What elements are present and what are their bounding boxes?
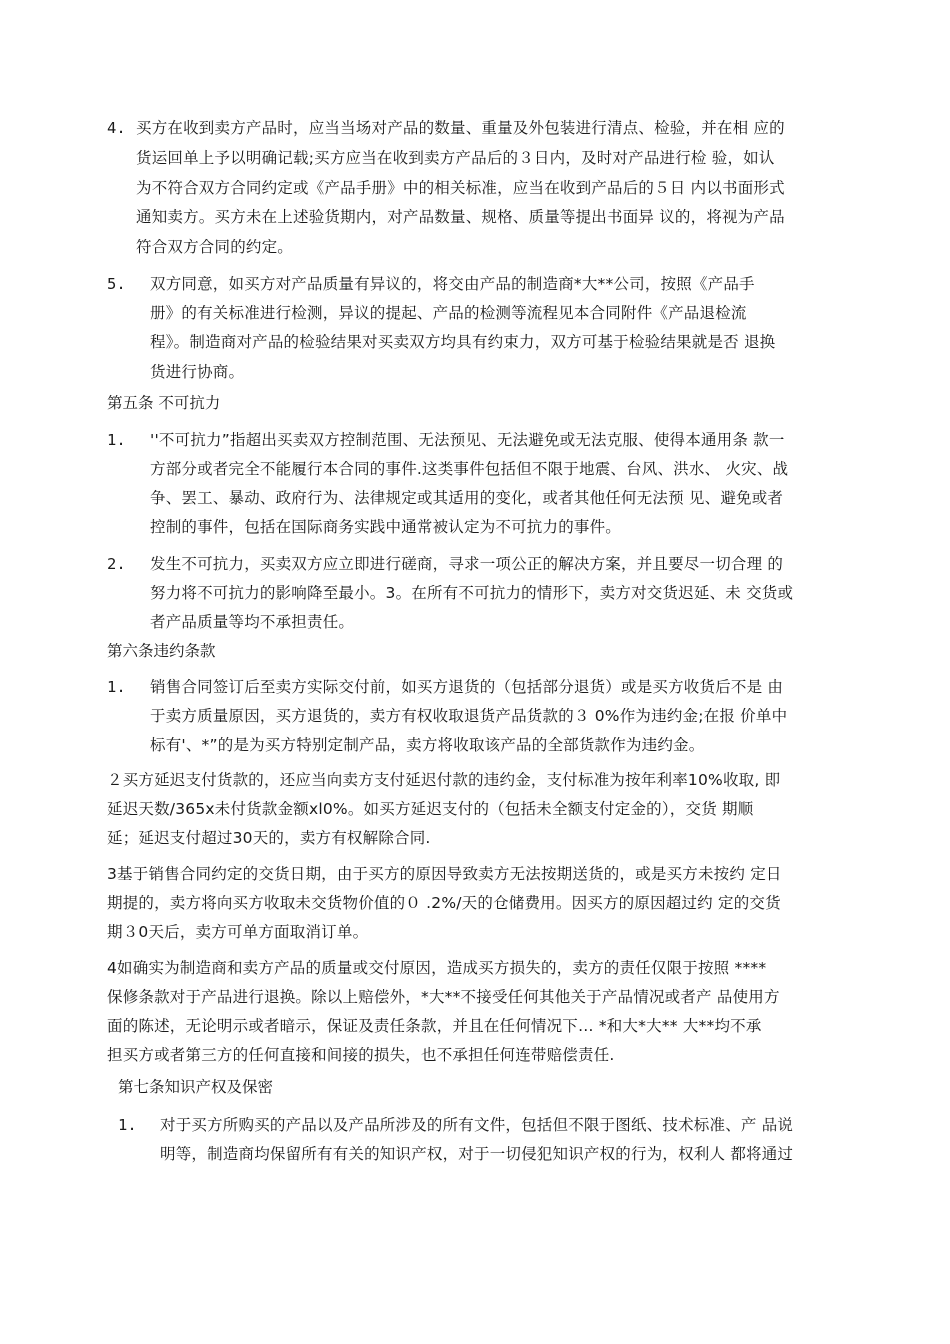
- article-6-para-4-line-4: 担买方或者第三方的任何直接和间接的损失，也不承担任何连带赔偿责任.: [107, 1046, 615, 1064]
- article-5-item-1-line-2: 方部分或者完全不能履行本合同的事件.这类事件包括但不限于地震、台风、洪水、 火灾、战: [150, 460, 789, 478]
- item-4-line-3: 为不符合双方合同约定或《产品手册》中的相关标准，应当在收到产品后的５日 内以书面形式: [136, 179, 785, 197]
- item-4-line-1: 买方在收到卖方产品时，应当当场对产品的数量、重量及外包装进行清点、检验，并在相 应的: [136, 119, 785, 137]
- article-7-item-1-line-2: 明等，制造商均保留所有有关的知识产权，对于一切侵犯知识产权的行为，权利人 都将通过: [160, 1145, 794, 1163]
- item-5-line-3: 程》。制造商对产品的检验结果对买卖双方均具有约束力，双方可基于检验结果就是否 退换: [150, 333, 776, 351]
- article-5-item-2-line-1: 发生不可抗力，买卖双方应立即进行磋商，寻求一项公正的解决方案，并且要尽一切合理 的: [150, 555, 784, 573]
- article-5-item-1-line-1: ''不可抗力”指超出买卖双方控制范围、无法预见、无法避免或无法克服、使得本通用条 款一: [150, 431, 785, 449]
- article-5-item-2-number: 2.: [107, 555, 126, 573]
- article-7-heading: 第七条知识产权及保密: [118, 1078, 274, 1096]
- article-6-heading: 第六条违约条款: [107, 642, 216, 660]
- article-6-para-4-line-3: 面的陈述，无论明示或者暗示，保证及责任条款，并且在任何情况下… *和大*大** 大**均不承: [107, 1017, 762, 1035]
- article-6-item-1-number: 1.: [107, 678, 126, 696]
- item-5-number: 5.: [107, 275, 126, 293]
- article-5-item-2-line-3: 者产品质量等均不承担责任。: [150, 613, 355, 631]
- article-6-para-2-line-3: 延；延迟支付超过30天的，卖方有权解除合同.: [107, 829, 431, 847]
- article-5-item-2-line-2: 努力将不可抗力的影响降至最小。3。在所有不可抗力的情形下，卖方对交货迟延、未 交货或: [150, 584, 794, 602]
- article-5-item-1-line-3: 争、罢工、暴动、政府行为、法律规定或其适用的变化，或者其他任何无法预 见、避免或者: [150, 489, 784, 507]
- article-5-item-1-line-4: 控制的事件，包括在国际商务实践中通常被认定为不可抗力的事件。: [150, 518, 622, 536]
- item-4-number: 4.: [107, 119, 126, 137]
- article-6-para-4-line-1: 4如确实为制造商和卖方产品的质量或交付原因，造成买方损失的，卖方的责任仅限于按照 ****: [107, 959, 767, 977]
- article-6-para-2-line-2: 延迟天数/365x未付货款金额xl0%。如买方延迟支付的（包括未全额支付定金的），交货 期顺: [107, 800, 754, 818]
- article-5-heading: 第五条 不可抗力: [107, 394, 221, 412]
- article-7-item-1-line-1: 对于买方所购买的产品以及产品所涉及的所有文件，包括但不限于图纸、技术标准、产 品说: [160, 1116, 794, 1134]
- article-5-item-1-number: 1.: [107, 431, 126, 449]
- article-7-item-1-number: 1.: [118, 1116, 137, 1134]
- article-6-para-2-line-1: ２买方延迟支付货款的，还应当向卖方支付延迟付款的违约金，支付标准为按年利率10%收取, 即: [107, 771, 781, 789]
- article-6-para-3-line-2: 期提的，卖方将向买方收取未交货物价值的０ .2%/天的仓储费用。因买方的原因超过约 定的交货: [107, 894, 781, 912]
- article-6-item-1-line-2: 于卖方质量原因，买方退货的，卖方有权收取退货产品货款的３ 0%作为违约金;在报 价单中: [150, 707, 788, 725]
- item-5-line-2: 册》的有关标准进行检测，异议的提起、产品的检测等流程见本合同附件《产品退检流: [150, 304, 747, 322]
- article-6-para-4-line-2: 保修条款对于产品进行退换。除以上赔偿外，*大**不接受任何其他关于产品情况或者产 品使用方: [107, 988, 780, 1006]
- item-5-line-4: 货进行协商。: [150, 363, 245, 381]
- article-6-para-3-line-1: 3基于销售合同约定的交货日期，由于买方的原因导致卖方无法按期送货的，或是买方未按约 定日: [107, 865, 782, 883]
- article-6-item-1-line-3: 标有'、*”的是为买方特别定制产品，卖方将收取该产品的全部货款作为违约金。: [150, 736, 705, 754]
- item-4-line-5: 符合双方合同的约定。: [136, 238, 294, 256]
- article-6-para-3-line-3: 期３0天后，卖方可单方面取消订单。: [107, 923, 369, 941]
- item-5-line-1: 双方同意，如买方对产品质量有异议的，将交由产品的制造商*大**公司，按照《产品手: [150, 275, 755, 293]
- item-4-line-4: 通知卖方。买方未在上述验货期内，对产品数量、规格、质量等提出书面异 议的，将视为产品: [136, 208, 785, 226]
- item-4-line-2: 货运回单上予以明确记载;买方应当在收到卖方产品后的３日内，及时对产品进行检 验，如认: [136, 149, 775, 167]
- article-6-item-1-line-1: 销售合同签订后至卖方实际交付前，如买方退货的（包括部分退货）或是买方收货后不是 由: [150, 678, 784, 696]
